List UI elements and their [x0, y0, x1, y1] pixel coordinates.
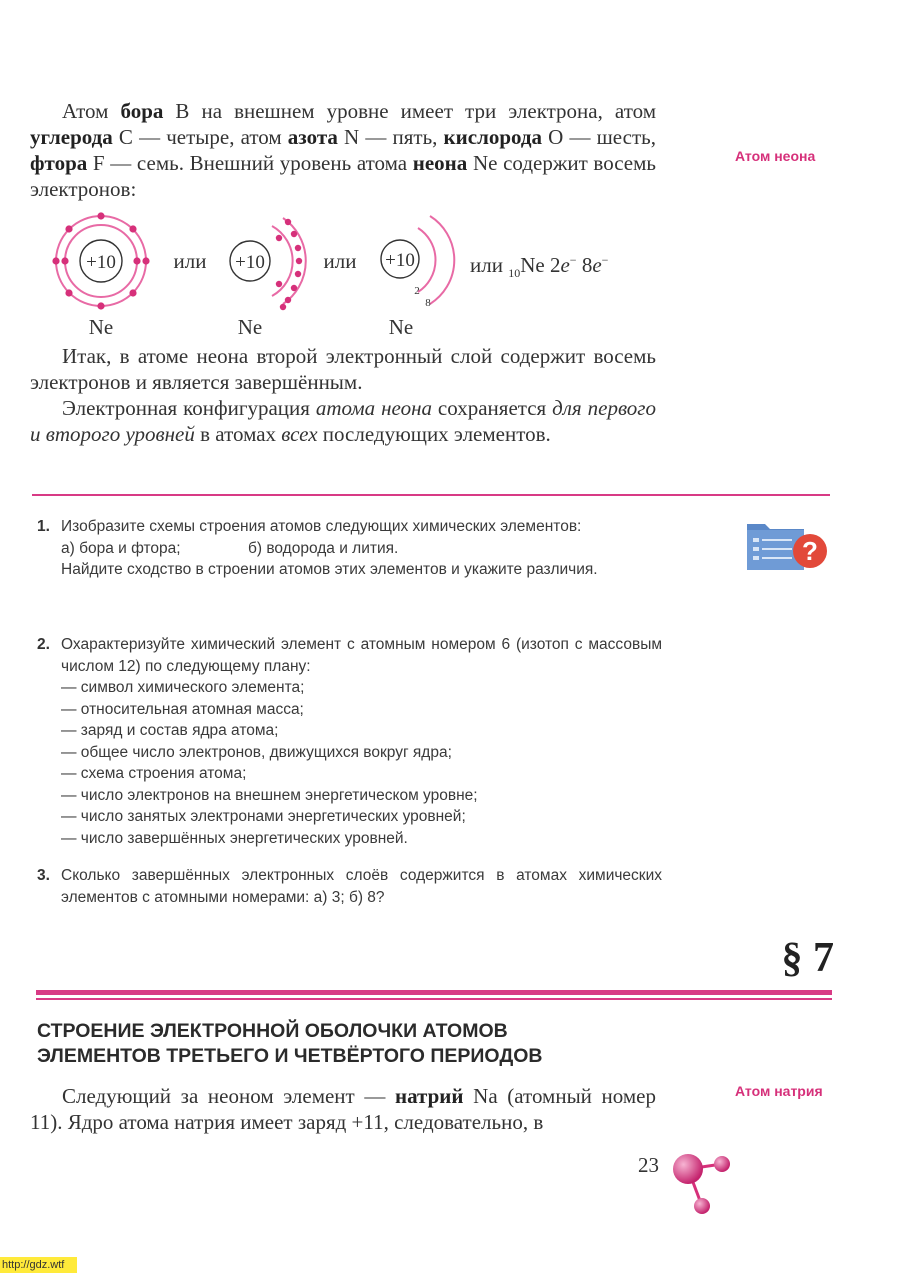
- element-label: Ne: [237, 315, 263, 338]
- questions-divider: [32, 494, 830, 496]
- config-text: в атомах: [194, 422, 282, 446]
- plan-item: — число завершённых энергетических уровней.: [61, 829, 408, 847]
- term-boron: бора: [120, 99, 164, 123]
- source-link[interactable]: http://gdz.wtf: [0, 1257, 77, 1273]
- config-text: сохраняется: [431, 396, 553, 420]
- intro-text: Ne содержит восемь электронов:: [30, 151, 656, 201]
- section-number: § 7: [781, 935, 834, 981]
- shell1-count: 2: [414, 285, 420, 297]
- intro-text: Атом: [62, 99, 121, 123]
- question-text: Найдите сходство в строении атомов этих элементов и укажите различия.: [61, 561, 598, 578]
- section-text: Na (атомный номер 11). Ядро атома натрия имеет заряд +11, следовательно, в: [30, 1084, 657, 1134]
- or-label: или: [173, 249, 207, 273]
- plan-item: — число занятых электронами энергетических уровней;: [61, 808, 466, 825]
- formula-charge: −: [601, 253, 609, 267]
- formula-electron: e: [560, 253, 570, 277]
- question-option: а) бора и фтора;: [61, 539, 181, 557]
- config-emph: атома неона: [315, 396, 432, 420]
- intro-text: F — семь. Внешний уровень атома: [87, 151, 413, 175]
- intro-text: O — шесть,: [542, 125, 656, 149]
- config-text: Электронная конфигурация: [62, 396, 316, 420]
- margin-note-neon: Атом неона: [735, 148, 816, 164]
- formula-electron: e: [592, 253, 602, 277]
- question-text: Сколько завершённых электронных слоёв содержится в атомах химических элементов с атомными номерами: а) 3; б) 8?: [61, 867, 662, 906]
- question-text: Изобразите схемы строения атомов следующих химических элементов:: [61, 518, 582, 535]
- intro-text: B на внешнем уровне имеет три электрона, атом: [163, 99, 656, 123]
- formula-mid: 8: [576, 253, 593, 277]
- or-label: или: [323, 249, 357, 273]
- question-option: б) водорода и лития.: [248, 539, 399, 557]
- plan-item: — схема строения атома;: [61, 765, 247, 782]
- term-sodium: натрий: [395, 1084, 464, 1108]
- term-oxygen: кислорода: [443, 125, 543, 149]
- section-rule-thick: [36, 990, 832, 995]
- config-text: последующих элементов.: [317, 422, 551, 446]
- question-3: [37, 865, 662, 908]
- config-emph: для первого и второго уровней: [30, 396, 656, 446]
- element-label: Ne: [88, 315, 114, 338]
- formula-atomic-number: 10: [508, 266, 521, 281]
- molecule-decoration-icon: [664, 1146, 744, 1226]
- question-options: [61, 538, 662, 560]
- formula-charge: −: [569, 253, 577, 267]
- section-title: [37, 1019, 677, 1069]
- formula-symbol: Ne 2: [520, 253, 561, 277]
- page-number: 23: [638, 1153, 659, 1177]
- plan-item: — общее число электронов, движущихся вокруг ядра;: [61, 743, 452, 761]
- config-paragraph: [30, 395, 656, 447]
- question-number: 1.: [37, 518, 50, 535]
- question-number: 3.: [37, 867, 50, 884]
- section-text: Следующий за неоном элемент —: [62, 1084, 395, 1108]
- plan-item: — символ химического элемента;: [61, 679, 305, 696]
- intro-paragraph: [30, 98, 656, 202]
- question-text: Охарактеризуйте химический элемент с атомным номером 6 (изотоп с массовым числом 12) по следующему плану:: [61, 636, 662, 675]
- conclusion-text: Итак, в атоме неона второй электронный слой содержит восемь электронов и является завершённым.: [30, 344, 656, 394]
- plan-item: — относительная атомная масса;: [61, 700, 304, 718]
- term-nitrogen: азота: [287, 125, 338, 149]
- term-neon: неона: [412, 151, 468, 175]
- section-title-line: СТРОЕНИЕ ЭЛЕКТРОННОЙ ОБОЛОЧКИ АТОМОВ: [37, 1020, 508, 1042]
- nucleus-label: +10: [385, 250, 415, 271]
- element-label: Ne: [388, 315, 414, 338]
- question-number: 2.: [37, 636, 50, 653]
- section-rule-thin: [36, 998, 832, 1000]
- term-fluorine: фтора: [30, 151, 88, 175]
- conclusion-paragraphs: [30, 343, 656, 447]
- shell2-count: 8: [425, 297, 431, 309]
- formula-prefix: или: [470, 253, 509, 277]
- config-emph: всех: [281, 422, 318, 446]
- nucleus-label: +10: [235, 252, 265, 273]
- section-title-line: ЭЛЕМЕНТОВ ТРЕТЬЕГО И ЧЕТВЁРТОГО ПЕРИОДОВ: [37, 1045, 543, 1067]
- intro-text: C — четыре, атом: [112, 125, 288, 149]
- nucleus-label: +10: [86, 252, 116, 273]
- svg-text:?: ?: [802, 536, 818, 566]
- margin-note-sodium: Атом натрия: [735, 1083, 823, 1099]
- plan-item: — число электронов на внешнем энергетическом уровне;: [61, 786, 478, 804]
- questions-folder-icon: [745, 518, 833, 574]
- electron-formula: [470, 247, 608, 286]
- intro-text: N — пять,: [337, 125, 444, 149]
- question-1: [37, 516, 662, 581]
- plan-item: — заряд и состав ядра атома;: [61, 722, 279, 739]
- section-intro: [30, 1083, 656, 1135]
- question-2: [37, 634, 662, 849]
- term-carbon: углерода: [30, 125, 113, 149]
